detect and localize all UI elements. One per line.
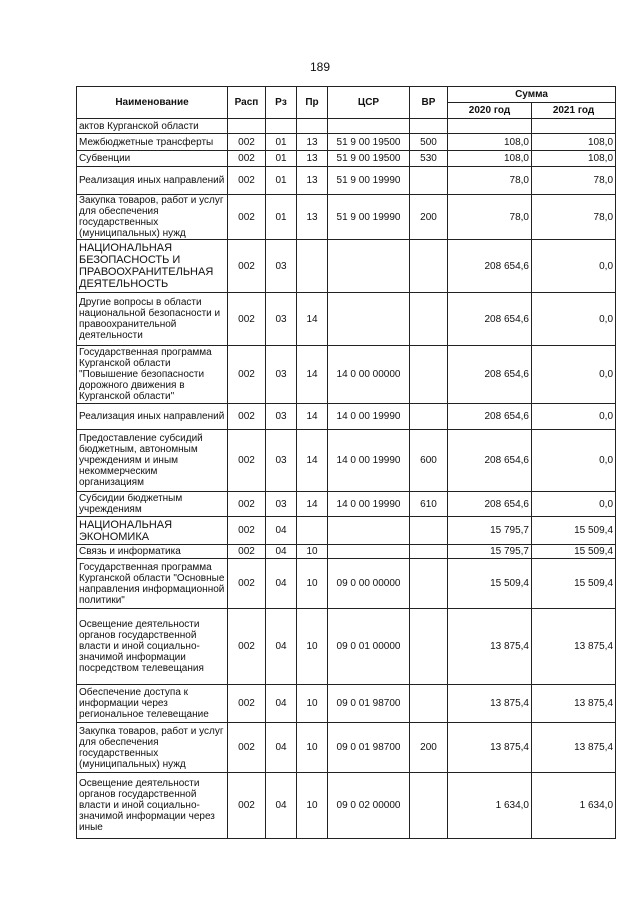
cell-csr: 51 9 00 19990: [328, 167, 410, 195]
cell-csr: 14 0 00 19990: [328, 492, 410, 517]
header-2020: 2020 год: [448, 103, 532, 119]
cell-pr: 10: [297, 609, 328, 685]
cell-csr: [328, 240, 410, 293]
header-csr: ЦСР: [328, 87, 410, 119]
cell-rasp: 002: [228, 134, 266, 151]
cell-y2020: 208 654,6: [448, 346, 532, 404]
cell-rasp: 002: [228, 723, 266, 773]
cell-name: Закупка товаров, работ и услуг для обеспечения государственных (муниципальных) нужд: [77, 723, 228, 773]
cell-rz: 04: [266, 773, 297, 839]
cell-vr: [410, 240, 448, 293]
cell-pr: [297, 119, 328, 134]
table-row: [77, 545, 616, 559]
cell-y2021: 108,0: [532, 134, 616, 151]
cell-y2020: 108,0: [448, 151, 532, 167]
header-rasp: Расп: [228, 87, 266, 119]
cell-y2021: 0,0: [532, 430, 616, 492]
cell-rz: 03: [266, 346, 297, 404]
cell-y2020: [448, 119, 532, 134]
table-row: [77, 151, 616, 167]
cell-y2020: 13 875,4: [448, 685, 532, 723]
cell-rasp: 002: [228, 195, 266, 240]
header-rz: Рз: [266, 87, 297, 119]
cell-vr: 500: [410, 134, 448, 151]
cell-rz: 03: [266, 430, 297, 492]
cell-name: Закупка товаров, работ и услуг для обеспечения государственных (муниципальных) нужд: [77, 195, 228, 240]
cell-y2021: 13 875,4: [532, 723, 616, 773]
cell-csr: 09 0 01 00000: [328, 609, 410, 685]
table-body: [77, 119, 616, 839]
cell-y2020: 208 654,6: [448, 492, 532, 517]
table-row: [77, 685, 616, 723]
budget-table: [76, 86, 616, 839]
table-row: [77, 404, 616, 430]
cell-rasp: 002: [228, 293, 266, 346]
cell-vr: 610: [410, 492, 448, 517]
cell-vr: [410, 293, 448, 346]
cell-name: Реализация иных направлений: [77, 167, 228, 195]
cell-name: Связь и информатика: [77, 545, 228, 559]
cell-csr: 51 9 00 19990: [328, 195, 410, 240]
table-row: [77, 559, 616, 609]
cell-pr: 10: [297, 773, 328, 839]
cell-pr: 14: [297, 346, 328, 404]
cell-rz: 01: [266, 167, 297, 195]
cell-rasp: 002: [228, 346, 266, 404]
cell-rasp: 002: [228, 404, 266, 430]
cell-pr: 10: [297, 723, 328, 773]
cell-csr: [328, 119, 410, 134]
cell-csr: 51 9 00 19500: [328, 151, 410, 167]
cell-pr: 10: [297, 685, 328, 723]
cell-rz: 04: [266, 685, 297, 723]
cell-y2021: [532, 119, 616, 134]
cell-vr: 200: [410, 723, 448, 773]
table-row: [77, 773, 616, 839]
table-row: [77, 609, 616, 685]
page-number: 189: [309, 60, 331, 74]
cell-y2020: 208 654,6: [448, 404, 532, 430]
cell-name: Освещение деятельности органов государственной власти и иной социально-значимой информации посредством телевещания: [77, 609, 228, 685]
cell-rz: 03: [266, 492, 297, 517]
cell-y2021: 13 875,4: [532, 609, 616, 685]
table-row: [77, 492, 616, 517]
cell-y2021: 0,0: [532, 404, 616, 430]
cell-y2021: 108,0: [532, 151, 616, 167]
cell-rasp: 002: [228, 685, 266, 723]
cell-csr: [328, 293, 410, 346]
cell-csr: [328, 517, 410, 545]
cell-rz: 04: [266, 545, 297, 559]
cell-rasp: 002: [228, 609, 266, 685]
cell-vr: [410, 773, 448, 839]
cell-vr: [410, 685, 448, 723]
table-row: [77, 723, 616, 773]
cell-rasp: 002: [228, 151, 266, 167]
cell-csr: 14 0 00 19990: [328, 430, 410, 492]
cell-y2021: 0,0: [532, 346, 616, 404]
cell-rasp: 002: [228, 545, 266, 559]
cell-vr: 200: [410, 195, 448, 240]
cell-csr: 09 0 01 98700: [328, 723, 410, 773]
cell-name: Субсидии бюджетным учреждениям: [77, 492, 228, 517]
cell-pr: 14: [297, 492, 328, 517]
cell-rasp: 002: [228, 492, 266, 517]
header-vr: ВР: [410, 87, 448, 119]
cell-y2021: 0,0: [532, 293, 616, 346]
header-sum: Сумма: [448, 87, 616, 103]
cell-csr: 09 0 00 00000: [328, 559, 410, 609]
table-row: [77, 134, 616, 151]
cell-rz: 03: [266, 404, 297, 430]
cell-y2021: 0,0: [532, 240, 616, 293]
cell-name: НАЦИОНАЛЬНАЯ БЕЗОПАСНОСТЬ И ПРАВООХРАНИТЕЛЬНАЯ ДЕЯТЕЛЬНОСТЬ: [77, 240, 228, 293]
cell-vr: [410, 609, 448, 685]
cell-y2020: 108,0: [448, 134, 532, 151]
cell-vr: [410, 545, 448, 559]
cell-rz: 04: [266, 609, 297, 685]
cell-y2021: 1 634,0: [532, 773, 616, 839]
cell-name: Межбюджетные трансферты: [77, 134, 228, 151]
cell-name: НАЦИОНАЛЬНАЯ ЭКОНОМИКА: [77, 517, 228, 545]
cell-y2020: 15 509,4: [448, 559, 532, 609]
cell-pr: 13: [297, 151, 328, 167]
cell-rasp: 002: [228, 559, 266, 609]
cell-name: Государственная программа Курганской области "Повышение безопасности дорожного движения в Курганской области": [77, 346, 228, 404]
cell-y2020: 13 875,4: [448, 723, 532, 773]
cell-rz: [266, 119, 297, 134]
table-row: [77, 430, 616, 492]
cell-vr: 530: [410, 151, 448, 167]
cell-y2020: 15 795,7: [448, 517, 532, 545]
header-pr: Пр: [297, 87, 328, 119]
cell-vr: [410, 559, 448, 609]
cell-pr: 14: [297, 293, 328, 346]
cell-vr: 600: [410, 430, 448, 492]
cell-y2020: 1 634,0: [448, 773, 532, 839]
cell-rasp: 002: [228, 517, 266, 545]
cell-name: Освещение деятельности органов государственной власти и иной социально-значимой информации через иные: [77, 773, 228, 839]
cell-y2020: 208 654,6: [448, 240, 532, 293]
cell-y2021: 15 509,4: [532, 545, 616, 559]
table-row: [77, 517, 616, 545]
table-row: [77, 167, 616, 195]
cell-csr: 09 0 02 00000: [328, 773, 410, 839]
cell-rasp: 002: [228, 167, 266, 195]
cell-csr: [328, 545, 410, 559]
cell-rz: 04: [266, 517, 297, 545]
cell-csr: 09 0 01 98700: [328, 685, 410, 723]
cell-name: Другие вопросы в области национальной безопасности и правоохранительной деятельности: [77, 293, 228, 346]
cell-rasp: 002: [228, 773, 266, 839]
cell-rasp: 002: [228, 240, 266, 293]
cell-y2020: 13 875,4: [448, 609, 532, 685]
cell-y2020: 208 654,6: [448, 293, 532, 346]
cell-vr: [410, 119, 448, 134]
cell-rz: 03: [266, 240, 297, 293]
cell-vr: [410, 346, 448, 404]
cell-pr: [297, 517, 328, 545]
cell-rz: 04: [266, 723, 297, 773]
cell-rz: 03: [266, 293, 297, 346]
cell-pr: 13: [297, 167, 328, 195]
cell-pr: [297, 240, 328, 293]
cell-name: актов Курганской области: [77, 119, 228, 134]
header-2021: 2021 год: [532, 103, 616, 119]
cell-csr: 51 9 00 19500: [328, 134, 410, 151]
cell-rasp: [228, 119, 266, 134]
table-row: [77, 119, 616, 134]
table-row: [77, 195, 616, 240]
cell-y2020: 78,0: [448, 195, 532, 240]
cell-name: Реализация иных направлений: [77, 404, 228, 430]
table-row: [77, 293, 616, 346]
cell-y2021: 78,0: [532, 167, 616, 195]
cell-y2020: 15 795,7: [448, 545, 532, 559]
cell-rasp: 002: [228, 430, 266, 492]
cell-name: Обеспечение доступа к информации через региональное телевещание: [77, 685, 228, 723]
cell-pr: 13: [297, 134, 328, 151]
table-row: [77, 240, 616, 293]
cell-y2021: 13 875,4: [532, 685, 616, 723]
cell-y2020: 208 654,6: [448, 430, 532, 492]
cell-pr: 14: [297, 404, 328, 430]
cell-name: Государственная программа Курганской области "Основные направления информационной политики": [77, 559, 228, 609]
cell-pr: 10: [297, 559, 328, 609]
cell-name: Предоставление субсидий бюджетным, автономным учреждениям и иным некоммерческим организациям: [77, 430, 228, 492]
cell-csr: 14 0 00 00000: [328, 346, 410, 404]
cell-y2021: 0,0: [532, 492, 616, 517]
cell-rz: 01: [266, 151, 297, 167]
cell-rz: 01: [266, 195, 297, 240]
cell-y2021: 15 509,4: [532, 559, 616, 609]
cell-csr: 14 0 00 19990: [328, 404, 410, 430]
cell-name: Субвенции: [77, 151, 228, 167]
header-name: Наименование: [77, 87, 228, 119]
cell-rz: 01: [266, 134, 297, 151]
cell-y2020: 78,0: [448, 167, 532, 195]
cell-pr: 10: [297, 545, 328, 559]
cell-y2021: 15 509,4: [532, 517, 616, 545]
table-row: [77, 346, 616, 404]
cell-pr: 14: [297, 430, 328, 492]
cell-rz: 04: [266, 559, 297, 609]
cell-vr: [410, 167, 448, 195]
cell-vr: [410, 404, 448, 430]
cell-vr: [410, 517, 448, 545]
cell-pr: 13: [297, 195, 328, 240]
cell-y2021: 78,0: [532, 195, 616, 240]
